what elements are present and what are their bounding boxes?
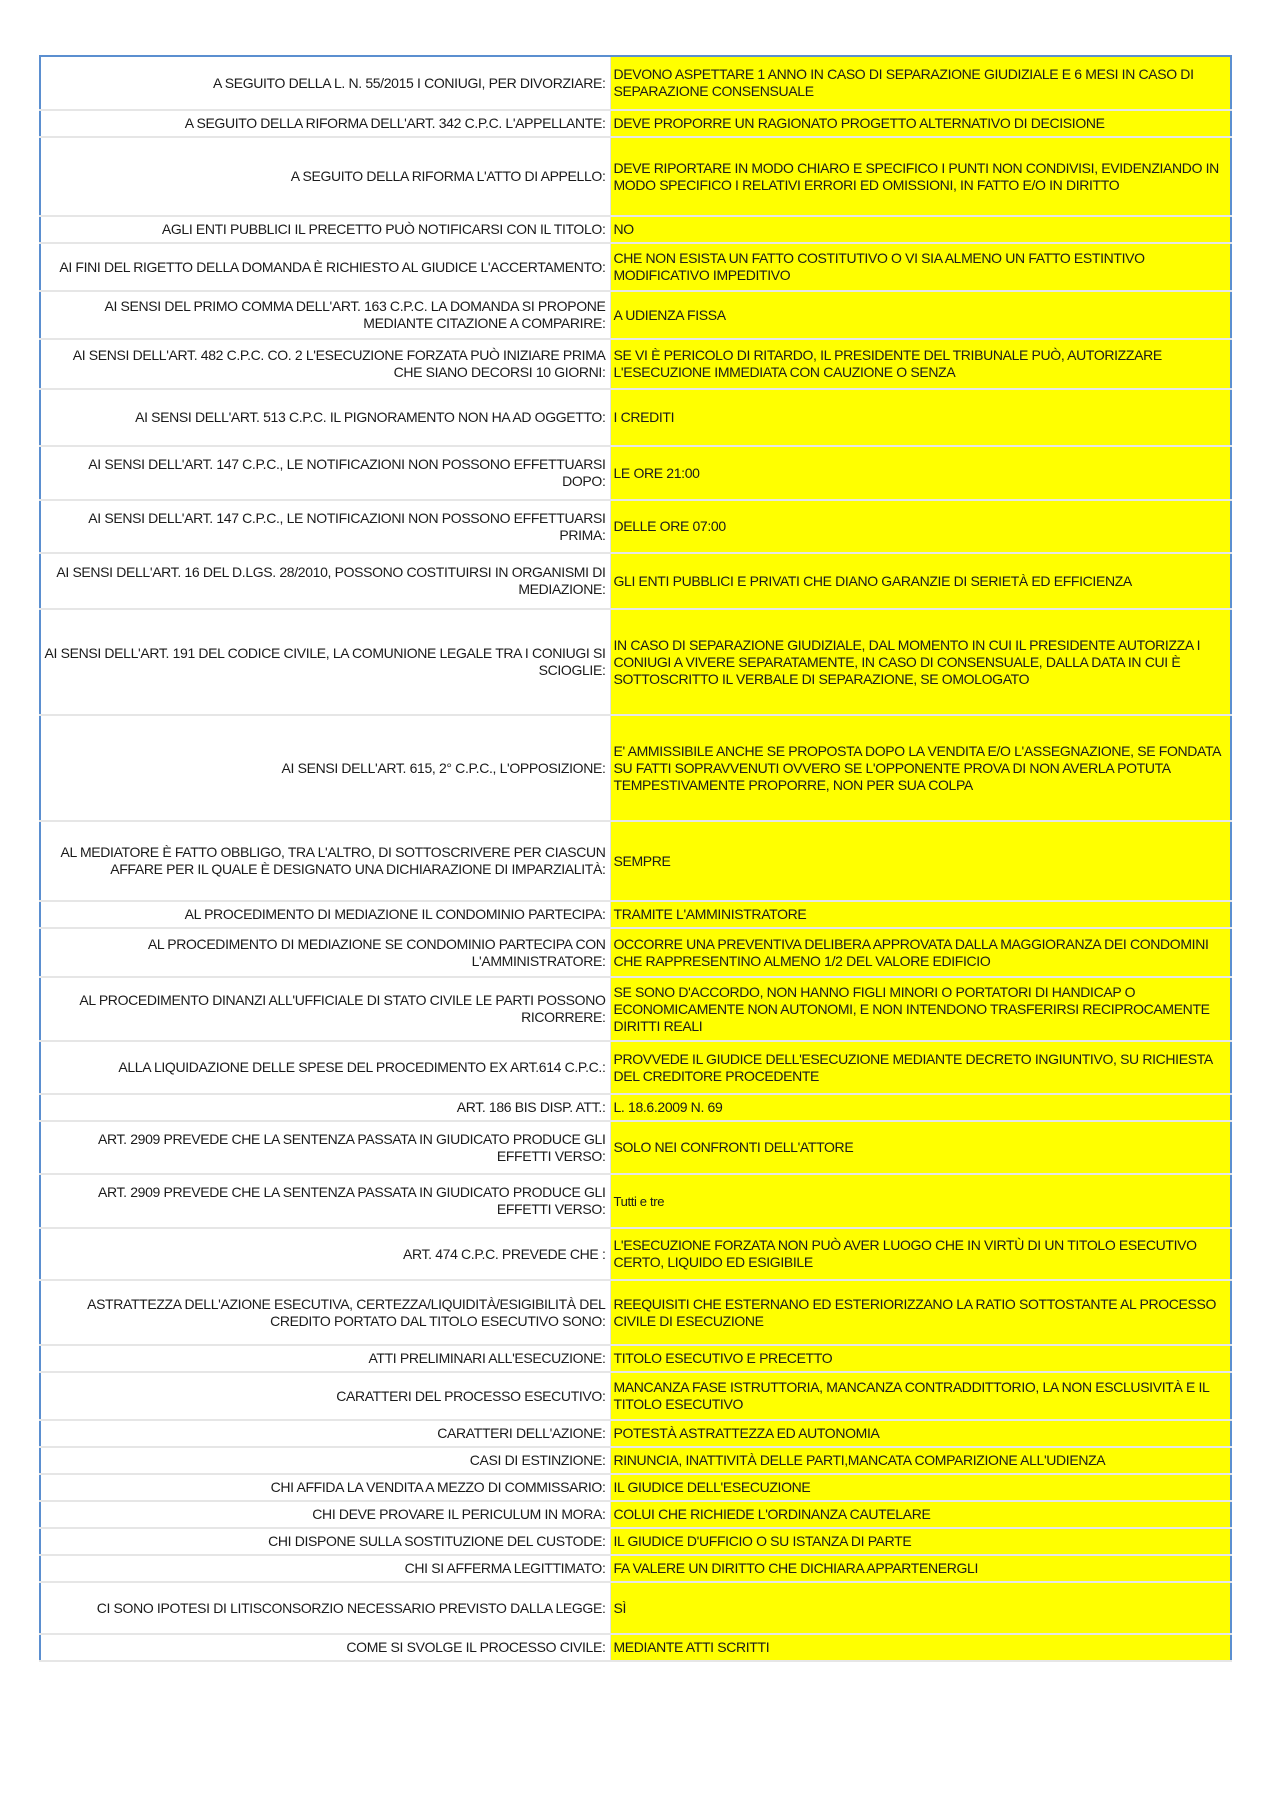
answer-cell: TRAMITE L'AMMINISTRATORE: [610, 901, 1231, 928]
question-cell: ASTRATTEZZA DELL'AZIONE ESECUTIVA, CERTEZZA/LIQUIDITÀ/ESIGIBILITÀ DEL CREDITO PORTATO DAL TITOLO ESECUTIVO SONO:: [40, 1280, 610, 1345]
question-cell: AI SENSI DELL'ART. 615, 2° C.P.C., L'OPPOSIZIONE:: [40, 715, 610, 821]
table-row: [40, 1582, 1231, 1634]
table-row: [40, 1372, 1231, 1420]
answer-cell: OCCORRE UNA PREVENTIVA DELIBERA APPROVATA DALLA MAGGIORANZA DEI CONDOMINI CHE RAPPRESENTINO ALMENO 1/2 DEL VALORE EDIFICIO: [610, 928, 1231, 977]
question-cell: CASI DI ESTINZIONE:: [40, 1447, 610, 1474]
answer-cell: IL GIUDICE DELL'ESECUZIONE: [610, 1474, 1231, 1501]
question-cell: A SEGUITO DELLA L. N. 55/2015 I CONIUGI, PER DIVORZIARE:: [40, 56, 610, 110]
answer-cell: MEDIANTE ATTI SCRITTI: [610, 1634, 1231, 1661]
question-cell: ART. 2909 PREVEDE CHE LA SENTENZA PASSATA IN GIUDICATO PRODUCE GLI EFFETTI VERSO:: [40, 1174, 610, 1228]
table-row: [40, 609, 1231, 715]
question-cell: AL PROCEDIMENTO DI MEDIAZIONE SE CONDOMINIO PARTECIPA CON L'AMMINISTRATORE:: [40, 928, 610, 977]
answer-cell: GLI ENTI PUBBLICI E PRIVATI CHE DIANO GARANZIE DI SERIETÀ ED EFFICIENZA: [610, 553, 1231, 609]
question-cell: AI SENSI DELL'ART. 191 DEL CODICE CIVILE, LA COMUNIONE LEGALE TRA I CONIUGI SI SCIOGLIE:: [40, 609, 610, 715]
qa-table: [39, 55, 1232, 1662]
question-cell: ALLA LIQUIDAZIONE DELLE SPESE DEL PROCEDIMENTO EX ART.614 C.P.C.:: [40, 1041, 610, 1094]
table-row: [40, 500, 1231, 553]
question-cell: AI SENSI DELL'ART. 482 C.P.C. CO. 2 L'ESECUZIONE FORZATA PUÒ INIZIARE PRIMA CHE SIANO DECORSI 10 GIORNI:: [40, 339, 610, 389]
answer-cell: DEVE PROPORRE UN RAGIONATO PROGETTO ALTERNATIVO DI DECISIONE: [610, 110, 1231, 137]
question-cell: ART. 2909 PREVEDE CHE LA SENTENZA PASSATA IN GIUDICATO PRODUCE GLI EFFETTI VERSO:: [40, 1121, 610, 1174]
answer-cell: LE ORE 21:00: [610, 446, 1231, 500]
table-row: [40, 110, 1231, 137]
table-row: [40, 1121, 1231, 1174]
answer-cell: DELLE ORE 07:00: [610, 500, 1231, 553]
answer-cell: POTESTÀ ASTRATTEZZA ED AUTONOMIA: [610, 1420, 1231, 1447]
answer-cell: MANCANZA FASE ISTRUTTORIA, MANCANZA CONTRADDITTORIO, LA NON ESCLUSIVITÀ E IL TITOLO ESECUTIVO: [610, 1372, 1231, 1420]
question-cell: ART. 474 C.P.C. PREVEDE CHE :: [40, 1228, 610, 1280]
answer-cell: FA VALERE UN DIRITTO CHE DICHIARA APPARTENERGLI: [610, 1555, 1231, 1582]
answer-cell: I CREDITI: [610, 389, 1231, 446]
answer-cell: A UDIENZA FISSA: [610, 291, 1231, 339]
answer-cell: TITOLO ESECUTIVO E PRECETTO: [610, 1345, 1231, 1372]
table-row: [40, 291, 1231, 339]
answer-cell: SE SONO D'ACCORDO, NON HANNO FIGLI MINORI O PORTATORI DI HANDICAP O ECONOMICAMENTE NON AUTONOMI, E NON INTENDONO TRASFERIRSI RECIPROCAMENTE DIRITTI REALI: [610, 977, 1231, 1041]
question-cell: CHI DEVE PROVARE IL PERICULUM IN MORA:: [40, 1501, 610, 1528]
question-cell: A SEGUITO DELLA RIFORMA DELL'ART. 342 C.P.C. L'APPELLANTE:: [40, 110, 610, 137]
table-row: [40, 1174, 1231, 1228]
question-cell: CARATTERI DEL PROCESSO ESECUTIVO:: [40, 1372, 610, 1420]
table-row: [40, 216, 1231, 243]
table-row: [40, 339, 1231, 389]
question-cell: CHI DISPONE SULLA SOSTITUZIONE DEL CUSTODE:: [40, 1528, 610, 1555]
answer-cell: REEQUISITI CHE ESTERNANO ED ESTERIORIZZANO LA RATIO SOTTOSTANTE AL PROCESSO CIVILE DI ESECUZIONE: [610, 1280, 1231, 1345]
answer-cell: SEMPRE: [610, 821, 1231, 901]
question-cell: AI SENSI DELL'ART. 513 C.P.C. IL PIGNORAMENTO NON HA AD OGGETTO:: [40, 389, 610, 446]
table-row: [40, 553, 1231, 609]
answer-cell: PROVVEDE IL GIUDICE DELL'ESECUZIONE MEDIANTE DECRETO INGIUNTIVO, SU RICHIESTA DEL CREDITORE PROCEDENTE: [610, 1041, 1231, 1094]
question-cell: AI SENSI DELL'ART. 16 DEL D.LGS. 28/2010, POSSONO COSTITUIRSI IN ORGANISMI DI MEDIAZIONE:: [40, 553, 610, 609]
table-row: [40, 446, 1231, 500]
table-row: [40, 977, 1231, 1041]
answer-cell: DEVONO ASPETTARE 1 ANNO IN CASO DI SEPARAZIONE GIUDIZIALE E 6 MESI IN CASO DI SEPARAZIONE CONSENSUALE: [610, 56, 1231, 110]
table-row: [40, 56, 1231, 110]
table-row: [40, 243, 1231, 291]
answer-cell: L. 18.6.2009 N. 69: [610, 1094, 1231, 1121]
answer-cell: IN CASO DI SEPARAZIONE GIUDIZIALE, DAL MOMENTO IN CUI IL PRESIDENTE AUTORIZZA I CONIUGI A VIVERE SEPARATAMENTE, IN CASO DI CONSENSUALE, DALLA DATA IN CUI È SOTTOSCRITTO IL VERBALE DI SEPARAZIONE, SE OMOLOGATO: [610, 609, 1231, 715]
question-cell: A SEGUITO DELLA RIFORMA L'ATTO DI APPELLO:: [40, 137, 610, 216]
question-cell: AL PROCEDIMENTO DI MEDIAZIONE IL CONDOMINIO PARTECIPA:: [40, 901, 610, 928]
table-row: [40, 1447, 1231, 1474]
question-cell: AI SENSI DELL'ART. 147 C.P.C., LE NOTIFICAZIONI NON POSSONO EFFETTUARSI PRIMA:: [40, 500, 610, 553]
question-cell: CHI AFFIDA LA VENDITA A MEZZO DI COMMISSARIO:: [40, 1474, 610, 1501]
question-cell: AI FINI DEL RIGETTO DELLA DOMANDA È RICHIESTO AL GIUDICE L'ACCERTAMENTO:: [40, 243, 610, 291]
question-cell: AL MEDIATORE È FATTO OBBLIGO, TRA L'ALTRO, DI SOTTOSCRIVERE PER CIASCUN AFFARE PER IL QUALE È DESIGNATO UNA DICHIARAZIONE DI IMPARZIALITÀ:: [40, 821, 610, 901]
answer-cell: SOLO NEI CONFRONTI DELL'ATTORE: [610, 1121, 1231, 1174]
table-row: [40, 1420, 1231, 1447]
question-cell: AI SENSI DELL'ART. 147 C.P.C., LE NOTIFICAZIONI NON POSSONO EFFETTUARSI DOPO:: [40, 446, 610, 500]
question-cell: ATTI PRELIMINARI ALL'ESECUZIONE:: [40, 1345, 610, 1372]
table-row: [40, 1228, 1231, 1280]
question-cell: ART. 186 BIS DISP. ATT.:: [40, 1094, 610, 1121]
table-row: [40, 901, 1231, 928]
question-cell: AI SENSI DEL PRIMO COMMA DELL'ART. 163 C.P.C. LA DOMANDA SI PROPONE MEDIANTE CITAZIONE A COMPARIRE:: [40, 291, 610, 339]
question-cell: CHI SI AFFERMA LEGITTIMATO:: [40, 1555, 610, 1582]
table-row: [40, 715, 1231, 821]
table-row: [40, 389, 1231, 446]
question-cell: AGLI ENTI PUBBLICI IL PRECETTO PUÒ NOTIFICARSI CON IL TITOLO:: [40, 216, 610, 243]
question-cell: CI SONO IPOTESI DI LITISCONSORZIO NECESSARIO PREVISTO DALLA LEGGE:: [40, 1582, 610, 1634]
question-cell: CARATTERI DELL'AZIONE:: [40, 1420, 610, 1447]
table-row: [40, 1345, 1231, 1372]
answer-cell: COLUI CHE RICHIEDE L'ORDINANZA CAUTELARE: [610, 1501, 1231, 1528]
table-row: [40, 1501, 1231, 1528]
table-row: [40, 821, 1231, 901]
table-row: [40, 1634, 1231, 1661]
table-row: [40, 1474, 1231, 1501]
answer-cell: DEVE RIPORTARE IN MODO CHIARO E SPECIFICO I PUNTI NON CONDIVISI, EVIDENZIANDO IN MODO SPECIFICO I RELATIVI ERRORI ED OMISSIONI, IN FATTO E/O IN DIRITTO: [610, 137, 1231, 216]
table-row: [40, 1041, 1231, 1094]
question-cell: COME SI SVOLGE IL PROCESSO CIVILE:: [40, 1634, 610, 1661]
answer-cell: Tutti e tre: [610, 1174, 1231, 1228]
table-row: [40, 1094, 1231, 1121]
table-row: [40, 928, 1231, 977]
answer-cell: E' AMMISSIBILE ANCHE SE PROPOSTA DOPO LA VENDITA E/O L'ASSEGNAZIONE, SE FONDATA SU FATTI SOPRAVVENUTI OVVERO SE L'OPPONENTE PROVA DI NON AVERLA POTUTA TEMPESTIVAMENTE PROPORRE, NON PER SUA COLPA: [610, 715, 1231, 821]
answer-cell: CHE NON ESISTA UN FATTO COSTITUTIVO O VI SIA ALMENO UN FATTO ESTINTIVO MODIFICATIVO IMPEDITIVO: [610, 243, 1231, 291]
table-row: [40, 1280, 1231, 1345]
table-row: [40, 137, 1231, 216]
answer-cell: SE VI È PERICOLO DI RITARDO, IL PRESIDENTE DEL TRIBUNALE PUÒ, AUTORIZZARE L'ESECUZIONE IMMEDIATA CON CAUZIONE O SENZA: [610, 339, 1231, 389]
answer-cell: IL GIUDICE D'UFFICIO O SU ISTANZA DI PARTE: [610, 1528, 1231, 1555]
answer-cell: SÌ: [610, 1582, 1231, 1634]
qa-table-body: [40, 56, 1231, 1661]
answer-cell: L'ESECUZIONE FORZATA NON PUÒ AVER LUOGO CHE IN VIRTÙ DI UN TITOLO ESECUTIVO CERTO, LIQUIDO ED ESIGIBILE: [610, 1228, 1231, 1280]
table-row: [40, 1555, 1231, 1582]
answer-cell: RINUNCIA, INATTIVITÀ DELLE PARTI,MANCATA COMPARIZIONE ALL'UDIENZA: [610, 1447, 1231, 1474]
question-cell: AL PROCEDIMENTO DINANZI ALL'UFFICIALE DI STATO CIVILE LE PARTI POSSONO RICORRERE:: [40, 977, 610, 1041]
answer-cell: NO: [610, 216, 1231, 243]
table-row: [40, 1528, 1231, 1555]
